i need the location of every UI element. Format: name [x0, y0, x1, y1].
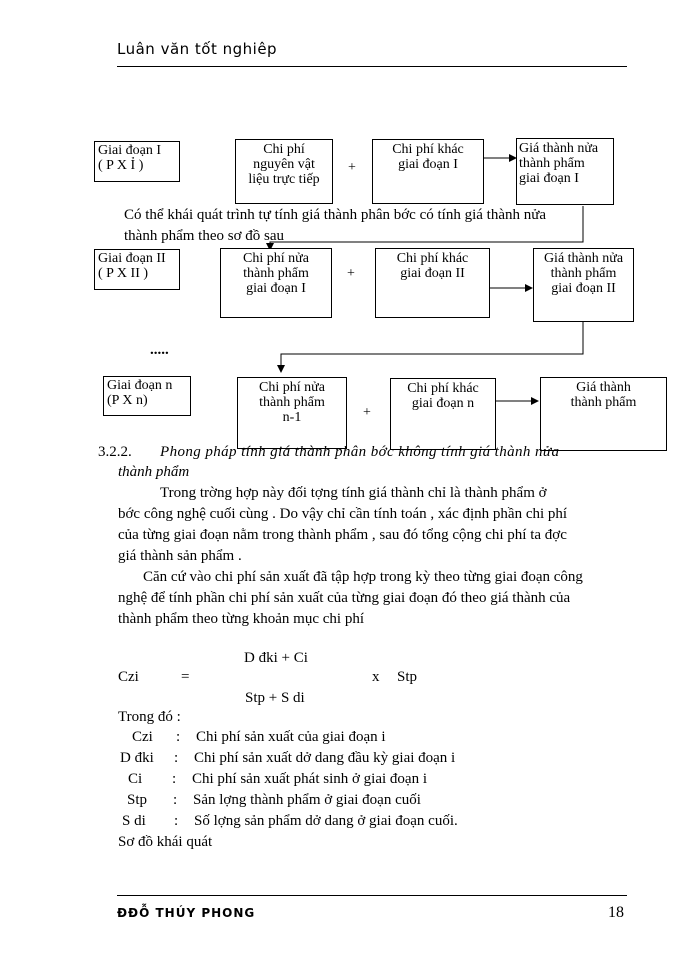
def-symbol: Czi: [132, 729, 153, 745]
box-other-cost-stage-2: Chi phí khác giai đoạn II: [375, 248, 490, 318]
formula-equals: =: [181, 669, 190, 685]
connector-row2-row3: [281, 322, 583, 372]
para2-line-1: Căn cứ vào chi phí sản xuất đã tập hợp trong kỳ theo từng giai đoạn công: [143, 569, 583, 585]
def-symbol: Stp: [127, 792, 148, 808]
section-number: 3.2.2.: [98, 444, 132, 460]
stage-2-label: Giai đoạn II ( P X II ): [94, 249, 180, 290]
intro-line-1: Có thể khái quát trình tự tính giá thành phân bớc có tính giá thành nửa: [124, 207, 547, 223]
def-colon: :: [176, 729, 181, 745]
box-finished-product-cost: Giá thành thành phẩm: [540, 377, 667, 451]
formula-denominator: Stp + S di: [245, 690, 305, 706]
formula-times: x: [372, 669, 380, 685]
def-description: Số lợng sản phẩm dở dang ở giai đoạn cuối.: [194, 813, 458, 829]
formula-lhs: Czi: [118, 669, 139, 685]
plus-sign: +: [363, 405, 371, 420]
def-colon: :: [172, 771, 177, 787]
para2-line-2: nghệ để tính phần chi phí sản xuất của từng giai đoạn đó theo giá thành của: [118, 590, 571, 606]
para2-line-3: thành phẩm theo từng khoản mục chi phí: [118, 611, 364, 627]
formula-factor: Stp: [397, 669, 418, 685]
box-semi-product-cost-stage-1: Giá thành nửa thành phẩm giai đoạn I: [516, 138, 614, 205]
def-symbol: D đki: [120, 750, 154, 766]
summary-title: Sơ đồ khái quát: [118, 834, 213, 850]
formula-numerator: D đki + Ci: [244, 650, 308, 666]
def-colon: :: [173, 792, 178, 808]
def-colon: :: [174, 813, 179, 829]
def-description: Chi phí sản xuất của giai đoạn i: [196, 729, 386, 745]
footer-rule: [117, 895, 627, 896]
def-description: Sản lợng thành phẩm ở giai đoạn cuối: [193, 792, 421, 808]
def-colon: :: [174, 750, 179, 766]
def-symbol: S di: [122, 813, 146, 829]
section-title-line-2: thành phẩm: [118, 464, 190, 480]
where-title: Trong đó :: [118, 709, 181, 725]
def-description: Chi phí sản xuất dở dang đầu kỳ giai đoạn i: [194, 750, 456, 766]
box-other-cost-stage-1: Chi phí khác giai đoạn I: [372, 139, 484, 204]
box-semi-product-cost-n-1: Chi phí nửa thành phẩm n-1: [237, 377, 347, 449]
section-title-line-1: Phong pháp tính giá thành phân bớc không tính giá thành nửa: [160, 444, 560, 460]
running-header: Luân văn tốt nghiêp: [117, 40, 278, 58]
para1-line-3: của từng giai đoạn nằm trong thành phẩm , sau đó tổng cộng chi phí ta đợc: [118, 527, 567, 543]
para1-line-2: bớc công nghệ cuối cùng . Do vậy chỉ cần tính toán , xác định phần chi phí: [118, 506, 568, 522]
def-description: Chi phí sản xuất phát sinh ở giai đoạn i: [192, 771, 427, 787]
para1-line-1: Trong trờng hợp này đối tợng tính giá thành chỉ là thành phẩm ở: [160, 485, 547, 501]
box-semi-product-cost-stage-1-input: Chi phí nửa thành phẩm giai đoạn I: [220, 248, 332, 318]
para1-line-4: giá thành sản phẩm .: [118, 548, 242, 564]
plus-sign: +: [347, 266, 355, 281]
box-direct-material-cost: Chi phí nguyên vật liệu trực tiếp: [235, 139, 333, 204]
ellipsis: .....: [150, 342, 169, 358]
plus-sign: +: [348, 160, 356, 175]
page-number: 18: [608, 904, 624, 921]
footer-author: ĐĐỖ THÚY PHONG: [117, 906, 256, 920]
stage-1-label: Giai đoạn I ( P X Ỉ ): [94, 141, 180, 182]
intro-line-2: thành phẩm theo sơ đồ sau: [124, 228, 284, 244]
def-symbol: Ci: [128, 771, 143, 787]
box-semi-product-cost-stage-2: Giá thành nửa thành phẩm giai đoạn II: [533, 248, 634, 322]
stage-n-label: Giai đoạn n (P X n): [103, 376, 191, 416]
box-other-cost-stage-n: Chi phí khác giai đoạn n: [390, 378, 496, 450]
